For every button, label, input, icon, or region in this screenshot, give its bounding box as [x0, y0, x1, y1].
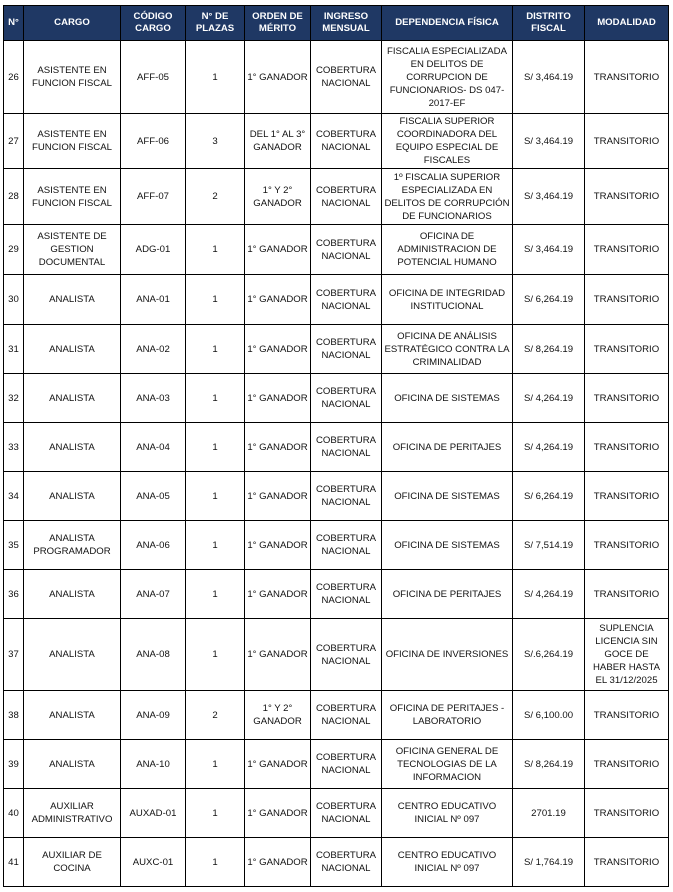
cell-modalidad: TRANSITORIO: [585, 423, 669, 472]
cell-codigo: AUXC-01: [121, 838, 186, 887]
cell-codigo: ANA-08: [121, 619, 186, 691]
cell-ingreso: COBERTURA NACIONAL: [311, 169, 382, 225]
cell-modalidad: TRANSITORIO: [585, 374, 669, 423]
cell-orden: 1° GANADOR: [245, 838, 311, 887]
table-row: [4, 789, 669, 838]
cell-n: 35: [4, 521, 24, 570]
cell-ingreso: COBERTURA NACIONAL: [311, 41, 382, 114]
cell-plazas: 1: [186, 570, 245, 619]
cell-dependencia: OFICINA DE INVERSIONES: [382, 619, 513, 691]
cell-dependencia: CENTRO EDUCATIVO INICIAL Nº 097: [382, 789, 513, 838]
cell-plazas: 2: [186, 169, 245, 225]
cell-cargo: ANALISTA: [24, 374, 121, 423]
cell-plazas: 1: [186, 521, 245, 570]
cell-ingreso: COBERTURA NACIONAL: [311, 423, 382, 472]
cell-modalidad: TRANSITORIO: [585, 275, 669, 325]
header-cell-ingreso: INGRESO MENSUAL: [311, 6, 382, 41]
cell-plazas: 1: [186, 225, 245, 275]
cell-ingreso: COBERTURA NACIONAL: [311, 740, 382, 789]
cell-plazas: 3: [186, 114, 245, 169]
table-row: [4, 114, 669, 169]
cell-orden: 1° GANADOR: [245, 619, 311, 691]
cell-orden: 1° Y 2° GANADOR: [245, 691, 311, 740]
header-row: [4, 6, 669, 41]
cell-ingreso: COBERTURA NACIONAL: [311, 521, 382, 570]
cell-plazas: 1: [186, 619, 245, 691]
cell-n: 38: [4, 691, 24, 740]
cell-plazas: 1: [186, 789, 245, 838]
table-row: [4, 423, 669, 472]
cell-plazas: 1: [186, 472, 245, 521]
cell-plazas: 1: [186, 740, 245, 789]
cell-cargo: ANALISTA: [24, 691, 121, 740]
cell-ingreso: COBERTURA NACIONAL: [311, 225, 382, 275]
cell-ingreso: COBERTURA NACIONAL: [311, 570, 382, 619]
cell-orden: 1° Y 2° GANADOR: [245, 169, 311, 225]
cell-cargo: ASISTENTE EN FUNCION FISCAL: [24, 169, 121, 225]
cell-distrito: S/ 4,264.19: [513, 570, 585, 619]
cell-dependencia: OFICINA DE PERITAJES: [382, 423, 513, 472]
cell-modalidad: TRANSITORIO: [585, 740, 669, 789]
cell-modalidad: TRANSITORIO: [585, 691, 669, 740]
cell-dependencia: OFICINA DE PERITAJES - LABORATORIO: [382, 691, 513, 740]
cell-dependencia: OFICINA DE ADMINISTRACION DE POTENCIAL HUMANO: [382, 225, 513, 275]
cell-distrito: S/ 1,764.19: [513, 838, 585, 887]
table-row: [4, 619, 669, 691]
cell-plazas: 1: [186, 423, 245, 472]
cell-distrito: S/ 7,514.19: [513, 521, 585, 570]
cell-cargo: ANALISTA: [24, 619, 121, 691]
cell-ingreso: COBERTURA NACIONAL: [311, 275, 382, 325]
cell-ingreso: COBERTURA NACIONAL: [311, 789, 382, 838]
cell-cargo: ASISTENTE EN FUNCION FISCAL: [24, 114, 121, 169]
cell-dependencia: CENTRO EDUCATIVO INICIAL Nº 097: [382, 838, 513, 887]
cell-dependencia: FISCALIA ESPECIALIZADA EN DELITOS DE CORRUPCION DE FUNCIONARIOS- DS 047-2017-EF: [382, 41, 513, 114]
cell-modalidad: TRANSITORIO: [585, 41, 669, 114]
cell-distrito: S/ 8,264.19: [513, 325, 585, 374]
cell-orden: 1° GANADOR: [245, 423, 311, 472]
cell-dependencia: OFICINA DE INTEGRIDAD INSTITUCIONAL: [382, 275, 513, 325]
cell-n: 36: [4, 570, 24, 619]
cell-distrito: S/ 3,464.19: [513, 41, 585, 114]
cell-n: 31: [4, 325, 24, 374]
cell-cargo: ANALISTA: [24, 472, 121, 521]
cell-orden: 1° GANADOR: [245, 275, 311, 325]
header-cell-n: N°: [4, 6, 24, 41]
cell-plazas: 2: [186, 691, 245, 740]
cell-orden: 1° GANADOR: [245, 740, 311, 789]
cell-cargo: ANALISTA: [24, 740, 121, 789]
cell-modalidad: TRANSITORIO: [585, 838, 669, 887]
cell-dependencia: OFICINA DE PERITAJES: [382, 570, 513, 619]
cell-plazas: 1: [186, 838, 245, 887]
cell-orden: 1° GANADOR: [245, 570, 311, 619]
cell-n: 33: [4, 423, 24, 472]
table-row: [4, 570, 669, 619]
cell-cargo: ASISTENTE EN FUNCION FISCAL: [24, 41, 121, 114]
cell-codigo: AFF-05: [121, 41, 186, 114]
cell-distrito: S/ 6,264.19: [513, 472, 585, 521]
cell-dependencia: OFICINA DE SISTEMAS: [382, 374, 513, 423]
table-row: [4, 41, 669, 114]
cell-distrito: S/.6,264.19: [513, 619, 585, 691]
cell-n: 28: [4, 169, 24, 225]
cell-codigo: AFF-06: [121, 114, 186, 169]
cell-codigo: ANA-02: [121, 325, 186, 374]
cell-dependencia: OFICINA DE SISTEMAS: [382, 521, 513, 570]
cell-plazas: 1: [186, 325, 245, 374]
cell-orden: 1° GANADOR: [245, 325, 311, 374]
cell-modalidad: TRANSITORIO: [585, 472, 669, 521]
cell-distrito: 2701.19: [513, 789, 585, 838]
cell-ingreso: COBERTURA NACIONAL: [311, 374, 382, 423]
header-cell-distrito: DISTRITO FISCAL: [513, 6, 585, 41]
cell-codigo: ANA-01: [121, 275, 186, 325]
cell-dependencia: FISCALIA SUPERIOR COORDINADORA DEL EQUIPO ESPECIAL DE FISCALES: [382, 114, 513, 169]
cell-codigo: AUXAD-01: [121, 789, 186, 838]
positions-table: [3, 5, 669, 887]
cell-distrito: S/ 3,464.19: [513, 169, 585, 225]
cell-plazas: 1: [186, 275, 245, 325]
cell-distrito: S/ 3,464.19: [513, 225, 585, 275]
cell-ingreso: COBERTURA NACIONAL: [311, 114, 382, 169]
cell-modalidad: TRANSITORIO: [585, 114, 669, 169]
cell-dependencia: OFICINA GENERAL DE TECNOLOGIAS DE LA INFORMACION: [382, 740, 513, 789]
header-cell-dependencia: DEPENDENCIA FÍSICA: [382, 6, 513, 41]
cell-dependencia: OFICINA DE SISTEMAS: [382, 472, 513, 521]
cell-n: 32: [4, 374, 24, 423]
table-row: [4, 838, 669, 887]
cell-cargo: ANALISTA PROGRAMADOR: [24, 521, 121, 570]
table-row: [4, 225, 669, 275]
cell-n: 40: [4, 789, 24, 838]
cell-distrito: S/ 8,264.19: [513, 740, 585, 789]
cell-n: 34: [4, 472, 24, 521]
cell-modalidad: TRANSITORIO: [585, 169, 669, 225]
cell-plazas: 1: [186, 41, 245, 114]
cell-cargo: ASISTENTE DE GESTION DOCUMENTAL: [24, 225, 121, 275]
header-cell-plazas: N° DE PLAZAS: [186, 6, 245, 41]
table-row: [4, 521, 669, 570]
cell-modalidad: TRANSITORIO: [585, 521, 669, 570]
cell-orden: 1° GANADOR: [245, 521, 311, 570]
cell-codigo: ANA-09: [121, 691, 186, 740]
header-cell-orden: ORDEN DE MÉRITO: [245, 6, 311, 41]
cell-orden: 1° GANADOR: [245, 374, 311, 423]
cell-orden: DEL 1° AL 3° GANADOR: [245, 114, 311, 169]
cell-codigo: ANA-03: [121, 374, 186, 423]
cell-n: 30: [4, 275, 24, 325]
table-row: [4, 325, 669, 374]
cell-distrito: S/ 6,100.00: [513, 691, 585, 740]
table-row: [4, 275, 669, 325]
cell-ingreso: COBERTURA NACIONAL: [311, 472, 382, 521]
cell-orden: 1° GANADOR: [245, 789, 311, 838]
table-row: [4, 691, 669, 740]
cell-dependencia: 1º FISCALIA SUPERIOR ESPECIALIZADA EN DELITOS DE CORRUPCIÓN DE FUNCIONARIOS: [382, 169, 513, 225]
cell-codigo: ANA-04: [121, 423, 186, 472]
cell-modalidad: SUPLENCIA LICENCIA SIN GOCE DE HABER HASTA EL 31/12/2025: [585, 619, 669, 691]
cell-n: 41: [4, 838, 24, 887]
cell-cargo: ANALISTA: [24, 325, 121, 374]
table-row: [4, 169, 669, 225]
cell-ingreso: COBERTURA NACIONAL: [311, 838, 382, 887]
cell-ingreso: COBERTURA NACIONAL: [311, 619, 382, 691]
cell-distrito: S/ 3,464.19: [513, 114, 585, 169]
cell-distrito: S/ 4,264.19: [513, 423, 585, 472]
cell-orden: 1° GANADOR: [245, 41, 311, 114]
cell-n: 26: [4, 41, 24, 114]
cell-modalidad: TRANSITORIO: [585, 225, 669, 275]
cell-distrito: S/ 6,264.19: [513, 275, 585, 325]
cell-orden: 1° GANADOR: [245, 472, 311, 521]
cell-modalidad: TRANSITORIO: [585, 789, 669, 838]
cell-ingreso: COBERTURA NACIONAL: [311, 325, 382, 374]
table-row: [4, 472, 669, 521]
cell-plazas: 1: [186, 374, 245, 423]
table-row: [4, 374, 669, 423]
cell-cargo: ANALISTA: [24, 570, 121, 619]
cell-n: 37: [4, 619, 24, 691]
cell-cargo: AUXILIAR DE COCINA: [24, 838, 121, 887]
header-cell-cargo: CARGO: [24, 6, 121, 41]
cell-cargo: ANALISTA: [24, 423, 121, 472]
cell-codigo: ADG-01: [121, 225, 186, 275]
cell-modalidad: TRANSITORIO: [585, 325, 669, 374]
cell-cargo: ANALISTA: [24, 275, 121, 325]
header-cell-modalidad: MODALIDAD: [585, 6, 669, 41]
cell-orden: 1° GANADOR: [245, 225, 311, 275]
cell-codigo: ANA-06: [121, 521, 186, 570]
cell-distrito: S/ 4,264.19: [513, 374, 585, 423]
cell-ingreso: COBERTURA NACIONAL: [311, 691, 382, 740]
header-cell-codigo: CÓDIGO CARGO: [121, 6, 186, 41]
cell-codigo: ANA-05: [121, 472, 186, 521]
cell-cargo: AUXILIAR ADMINISTRATIVO: [24, 789, 121, 838]
table-row: [4, 740, 669, 789]
cell-n: 39: [4, 740, 24, 789]
cell-codigo: AFF-07: [121, 169, 186, 225]
cell-codigo: ANA-07: [121, 570, 186, 619]
cell-modalidad: TRANSITORIO: [585, 570, 669, 619]
cell-codigo: ANA-10: [121, 740, 186, 789]
cell-dependencia: OFICINA DE ANÁLISIS ESTRATÉGICO CONTRA LA CRIMINALIDAD: [382, 325, 513, 374]
cell-n: 29: [4, 225, 24, 275]
cell-n: 27: [4, 114, 24, 169]
